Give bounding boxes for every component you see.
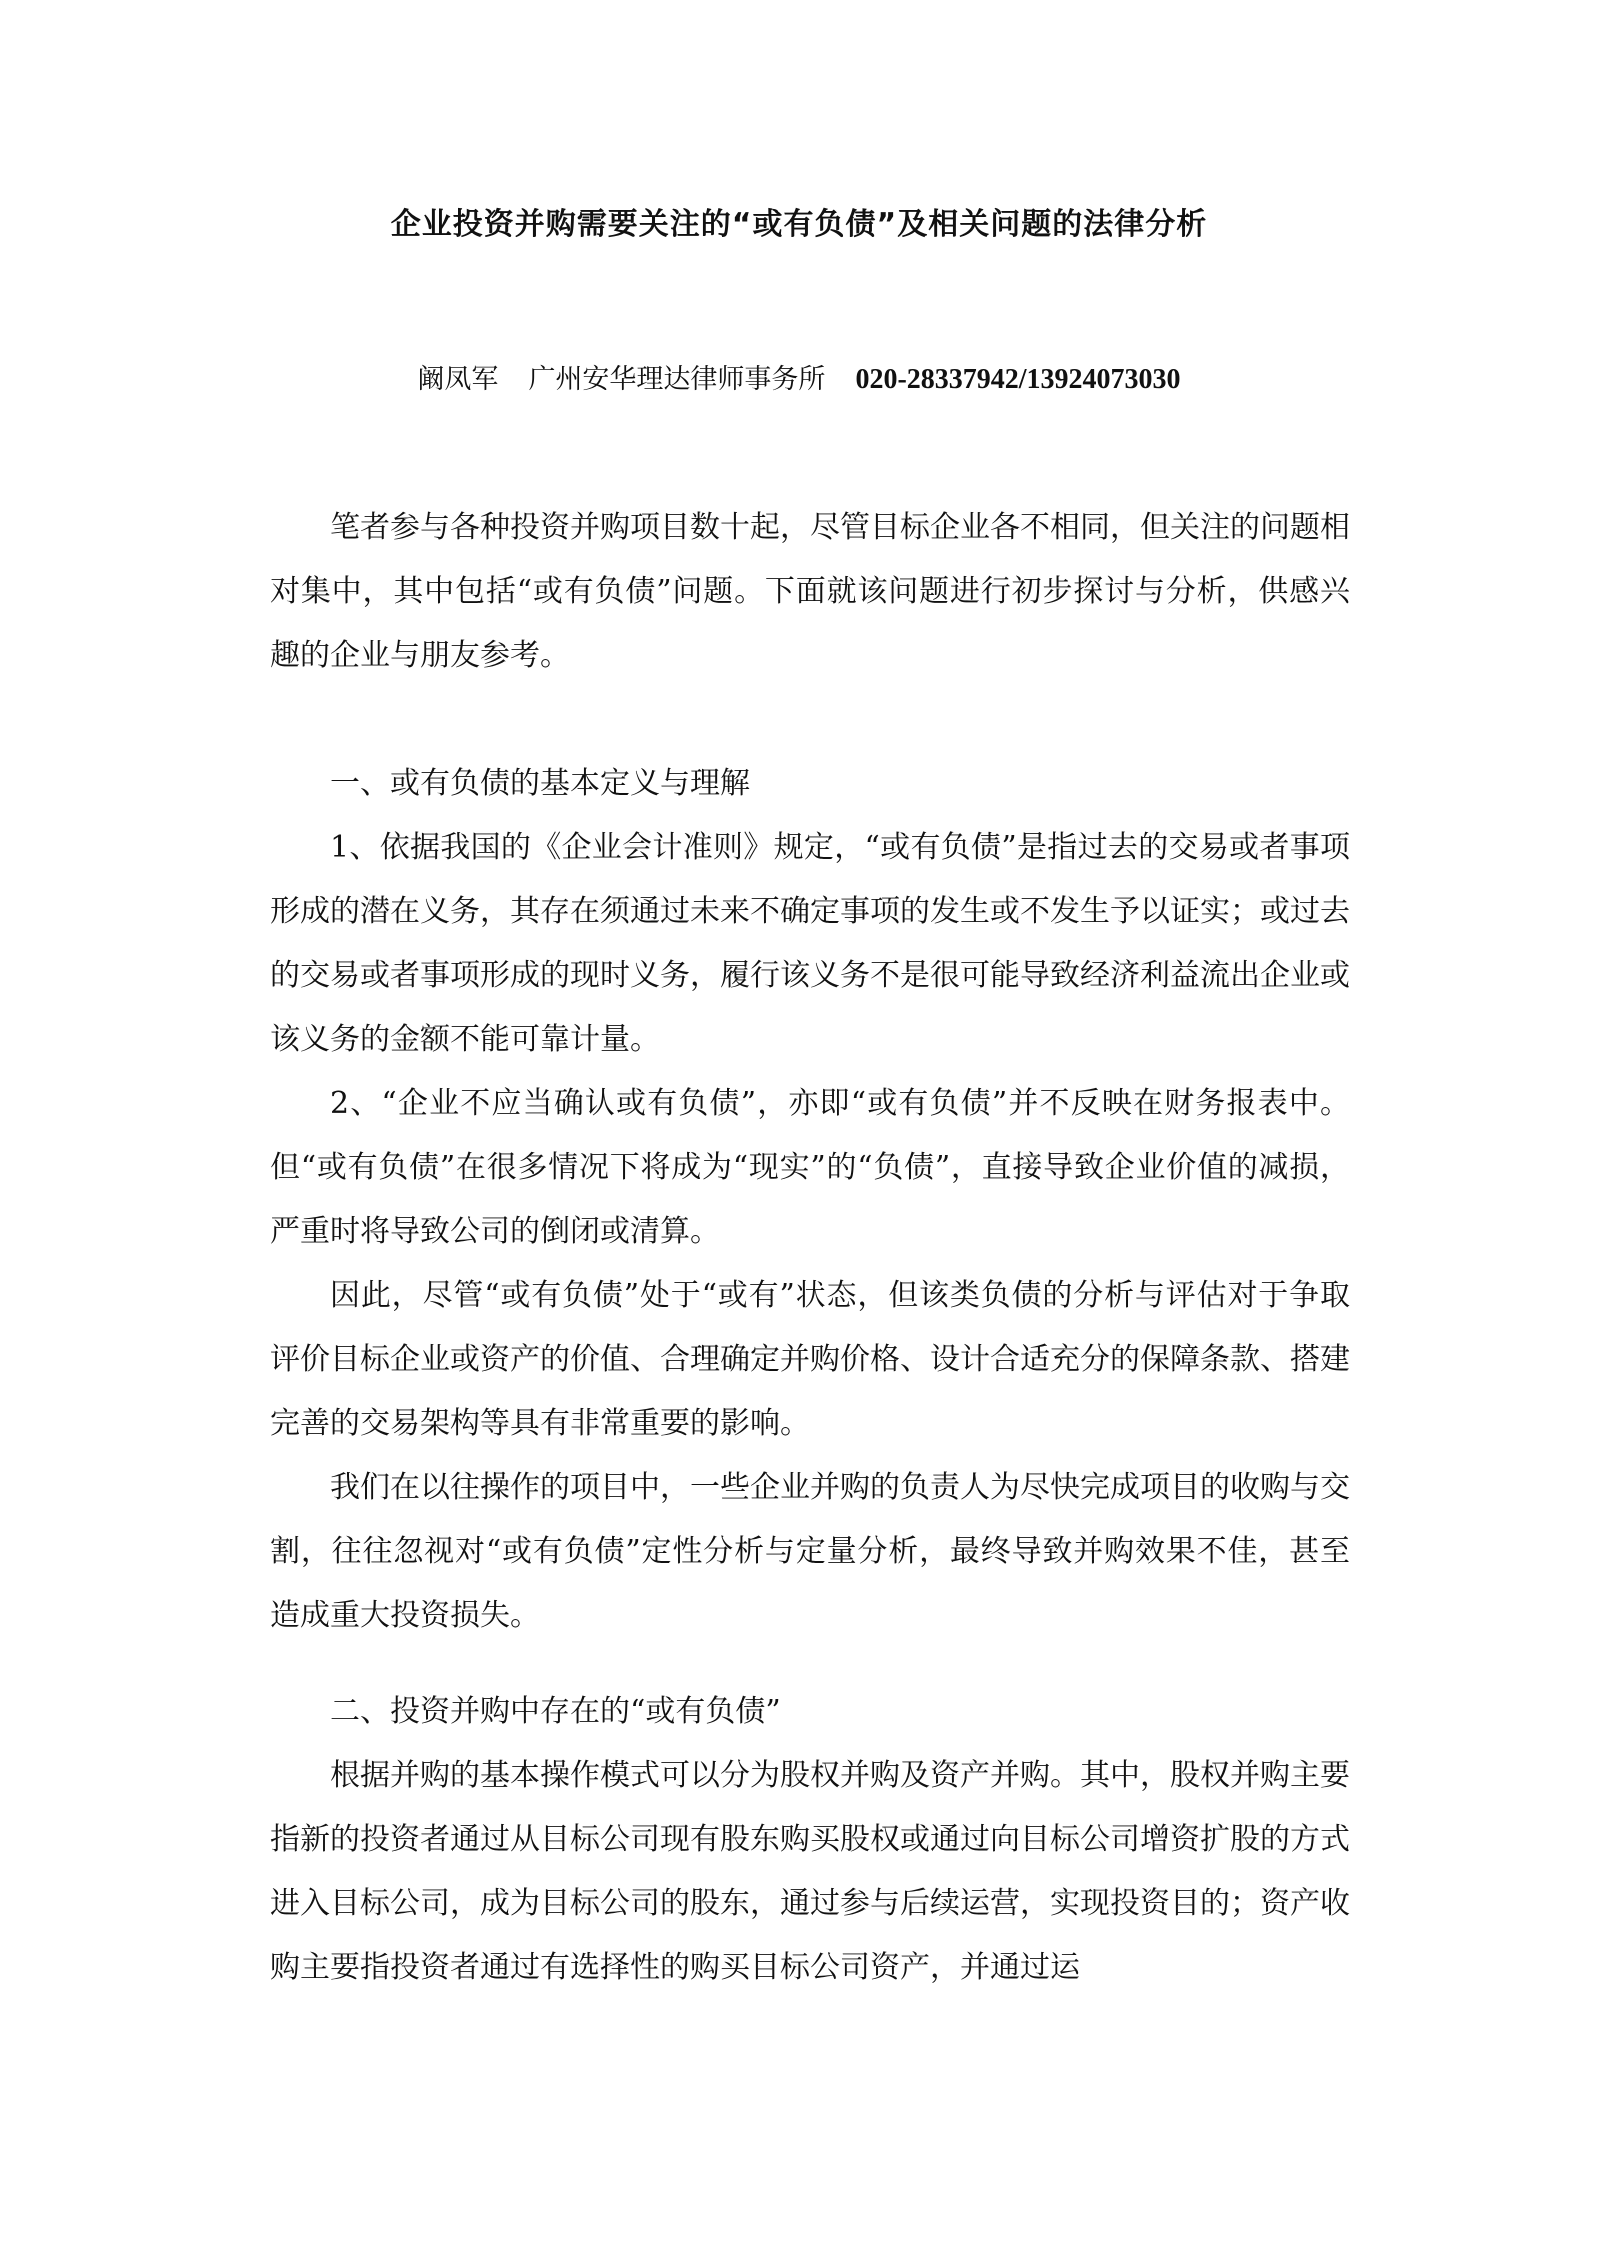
law-firm-name: 广州安华理达律师事务所	[528, 364, 826, 395]
author-name: 阚凤军	[417, 364, 499, 395]
byline	[0, 360, 1598, 400]
paragraph: 根据并购的基本操作模式可以分为股权并购及资产并购。其中，股权并购主要指新的投资者通过从目标公司现有股东购买股权或通过向目标公司增资扩股的方式进入目标公司，成为目标公司的股东，通过参与后续运营，实现投资目的；资产收购主要指投资者通过有选择性的购买目标公司资产，并通过运	[270, 1758, 1350, 1985]
section-2	[270, 1680, 1350, 2000]
section-heading: 一、或有负债的基本定义与理解	[330, 766, 750, 801]
section-heading: 二、投资并购中存在的“或有负债”	[330, 1694, 781, 1729]
paragraph: 因此，尽管“或有负债”处于“或有”状态，但该类负债的分析与评估对于争取评价目标企业或资产的价值、合理确定并购价格、设计合适充分的保障条款、搭建完善的交易架构等具有非常重要的影响。	[270, 1278, 1350, 1441]
section-1	[270, 752, 1350, 1648]
phone-number: 020-28337942/13924073030	[855, 364, 1181, 395]
paragraph: 1、依据我国的《企业会计准则》规定，“或有负债”是指过去的交易或者事项形成的潜在义务，其存在须通过未来不确定事项的发生或不发生予以证实；或过去的交易或者事项形成的现时义务，履行该义务不是很可能导致经济利益流出企业或该义务的金额不能可靠计量。	[270, 830, 1350, 1057]
paragraph: 2、“企业不应当确认或有负债”，亦即“或有负债”并不反映在财务报表中。但“或有负债”在很多情况下将成为“现实”的“负债”，直接导致企业价值的减损，严重时将导致公司的倒闭或清算。	[270, 1086, 1350, 1249]
document-title: 企业投资并购需要关注的“或有负债”及相关问题的法律分析	[390, 207, 1208, 242]
intro-block	[270, 496, 1350, 688]
paragraph: 我们在以往操作的项目中，一些企业并购的负责人为尽快完成项目的收购与交割，往往忽视对“或有负债”定性分析与定量分析，最终导致并购效果不佳，甚至造成重大投资损失。	[270, 1470, 1350, 1633]
intro-paragraph: 笔者参与各种投资并购项目数十起，尽管目标企业各不相同，但关注的问题相对集中，其中包括“或有负债”问题。下面就该问题进行初步探讨与分析，供感兴趣的企业与朋友参考。	[270, 510, 1350, 673]
